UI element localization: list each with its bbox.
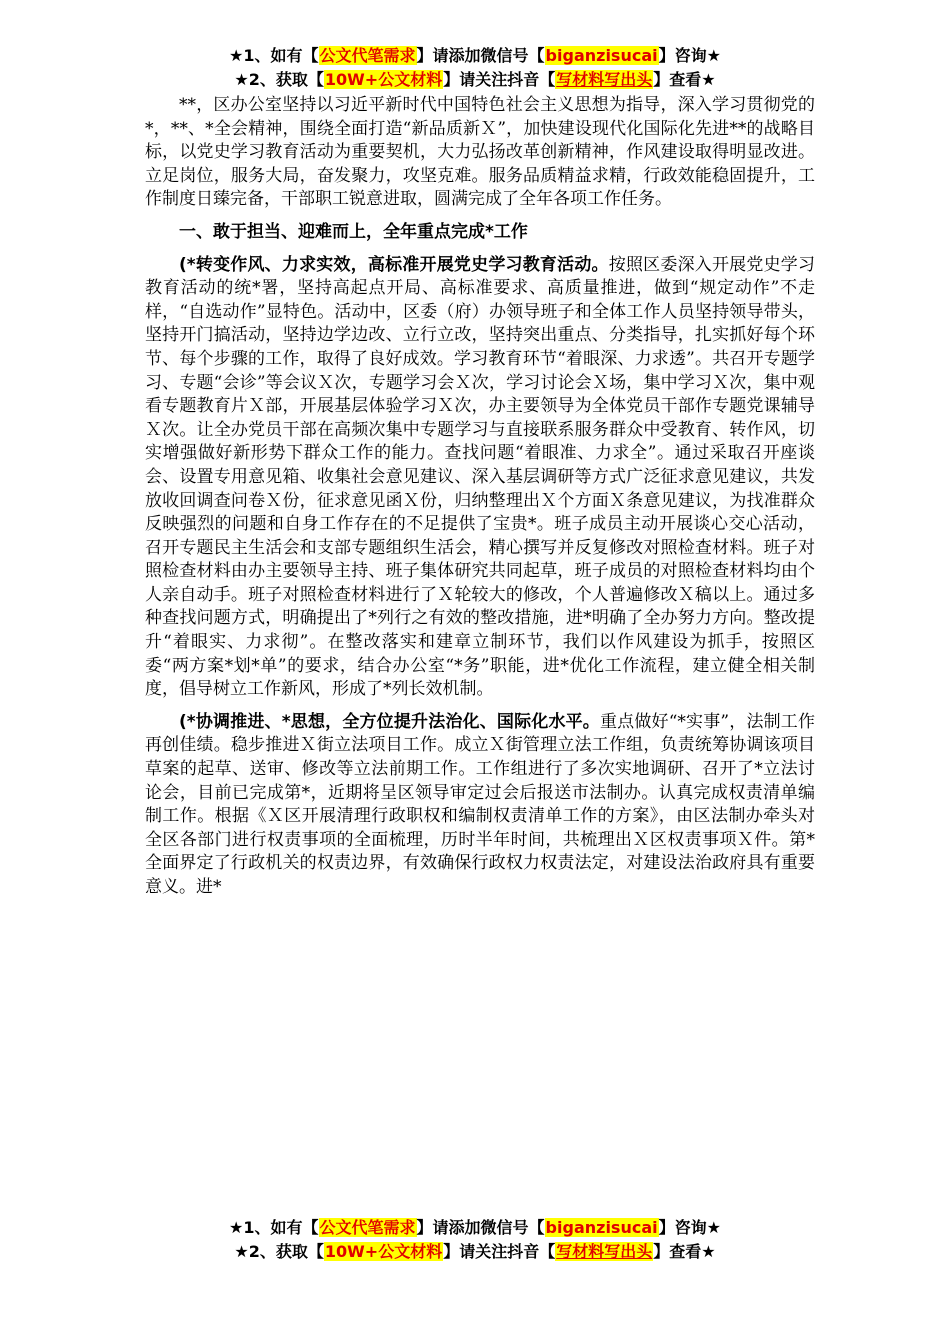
intro-paragraph: **，区办公室坚持以习近平新时代中国特色社会主义思想为指导，深入学习贯彻党的*，**、*全会精神，围绕全面打造“新品质新Ｘ”，加快建设现代化国际化先进**的战略目标，以党史学习教育活动为重要契机，大力弘扬改革创新精神，作风建设取得明显改进。立足岗位，服务大局，奋发聚力，攻坚克难。服务品质精益求精，行政效能稳固提升，工作制度日臻完备，干部职工锐意进取，圆满完成了全年各项工作任务。 (145, 95, 815, 210)
footer-line-1-prefix: ★1、如有【 (229, 1218, 319, 1237)
footer-line-2-highlight: 10W+公文材料 (324, 1242, 443, 1261)
paragraph-2-lead: (*协调推进、*思想，全方位提升法治化、国际化水平。 (179, 711, 600, 732)
banner-line-2-highlight: 10W+公文材料 (324, 70, 443, 89)
banner-line-2-suffix: 】查看★ (653, 70, 716, 89)
footer-banner-line-1 (0, 1216, 950, 1240)
banner-line-2 (0, 68, 950, 92)
footer-line-1-wechat-id: biganzisucai (545, 1218, 658, 1237)
paragraph-1 (145, 254, 815, 702)
bottom-promo-banner (0, 1216, 950, 1264)
footer-line-2-suffix: 】查看★ (653, 1242, 716, 1261)
paragraph-2 (145, 711, 815, 900)
paragraph-1-lead: (*转变作风、力求实效，高标准开展党史学习教育活动。 (179, 254, 609, 275)
banner-line-1-prefix: ★1、如有【 (229, 46, 319, 65)
banner-line-1-wechat-id: biganzisucai (545, 46, 658, 65)
banner-line-2-middle: 】请关注抖音【 (443, 70, 556, 89)
footer-banner-line-2 (0, 1240, 950, 1264)
banner-line-1-highlight: 公文代笔需求 (319, 46, 416, 65)
footer-line-1-middle: 】请添加微信号【 (416, 1218, 545, 1237)
paragraph-2-body: 重点做好“*实事”，法制工作再创佳绩。稳步推进Ｘ街立法项目工作。成立Ｘ街管理立法工作组，负责统筹协调该项目草案的起草、送审、修改等立法前期工作。工作组进行了多次实地调研、召开了*立法讨论会，目前已完成第*，近期将呈区领导审定过会后报送市法制办。认真完成权责清单编制工作。根据《Ｘ区开展清理行政职权和编制权责清单工作的方案》，由区法制办牵头对全区各部门进行权责事项的全面梳理，历时半年时间，共梳理出Ｘ区权责事项Ｘ件。第*全面界定了行政机关的权责边界，有效确保行政权力权责法定，对建设法治政府具有重要意义。进* (145, 711, 815, 897)
footer-line-1-highlight: 公文代笔需求 (319, 1218, 416, 1237)
banner-line-2-prefix: ★2、获取【 (234, 70, 324, 89)
banner-line-2-douyin-id: 写材料写出头 (556, 70, 653, 89)
footer-line-1-suffix: 】咨询★ (658, 1218, 721, 1237)
paragraph-1-body: 按照区委深入开展党史学习教育活动的统*署，坚持高起点开局、高标准要求、高质量推进，做到“规定动作”不走样，“自选动作”显特色。活动中，区委（府）办领导班子和全体工作人员坚持领导带头，坚持开门搞活动，坚持边学边改、立行立改，坚持突出重点、分类指导，扎实抓好每个环节、每个步骤的工作，取得了良好成效。学习教育环节“着眼深、力求透”。共召开专题学习、专题“会诊”等会议Ｘ次，专题学习会Ｘ次，学习讨论会Ｘ场，集中学习Ｘ次，集中观看专题教育片Ｘ部，开展基层体验学习Ｘ次，办主要领导为全体党员干部作专题党课辅导Ｘ次。让全办党员干部在高频次集中专题学习与直接联系服务群众中受教育、转作风，切实增强做好新形势下群众工作的能力。查找问题“着眼准、力求全”。通过采取召开座谈会、设置专用意见箱、收集社会意见建议、深入基层调研等方式广泛征求意见建议，共发放收回调查问卷Ｘ份，征求意见函Ｘ份，归纳整理出Ｘ个方面Ｘ条意见建议，为找准群众反映强烈的问题和自身工作存在的不足提供了宝贵*。班子成员主动开展谈心交心活动，召开专题民主生活会和支部专题组织生活会，精心撰写并反复修改对照检查材料。班子对照检查材料由办主要领导主持、班子集体研究共同起草，班子成员的对照检查材料均由个人亲自动手。班子对照检查材料进行了Ｘ轮较大的修改，个人普遍修改Ｘ稿以上。通过多种查找问题方式，明确提出了*列行之有效的整改措施，进*明确了全办努力方向。整改提升“着眼实、力求彻”。在整改落实和建章立制环节，我们以作风建设为抓手，按照区委“两方案*划*单”的要求，结合办公室“*务”职能，进*优化工作流程，建立健全相关制度，倡导树立工作新风，形成了*列长效机制。 (145, 254, 815, 700)
document-body (145, 94, 815, 900)
banner-line-1 (0, 44, 950, 68)
footer-line-2-prefix: ★2、获取【 (234, 1242, 324, 1261)
banner-line-1-middle: 】请添加微信号【 (416, 46, 545, 65)
banner-line-1-suffix: 】咨询★ (658, 46, 721, 65)
section-1-heading: 一、敢于担当、迎难而上，全年重点完成*工作 (179, 221, 528, 242)
footer-line-2-middle: 】请关注抖音【 (443, 1242, 556, 1261)
footer-line-2-douyin-id: 写材料写出头 (556, 1242, 653, 1261)
top-promo-banner (0, 44, 950, 92)
